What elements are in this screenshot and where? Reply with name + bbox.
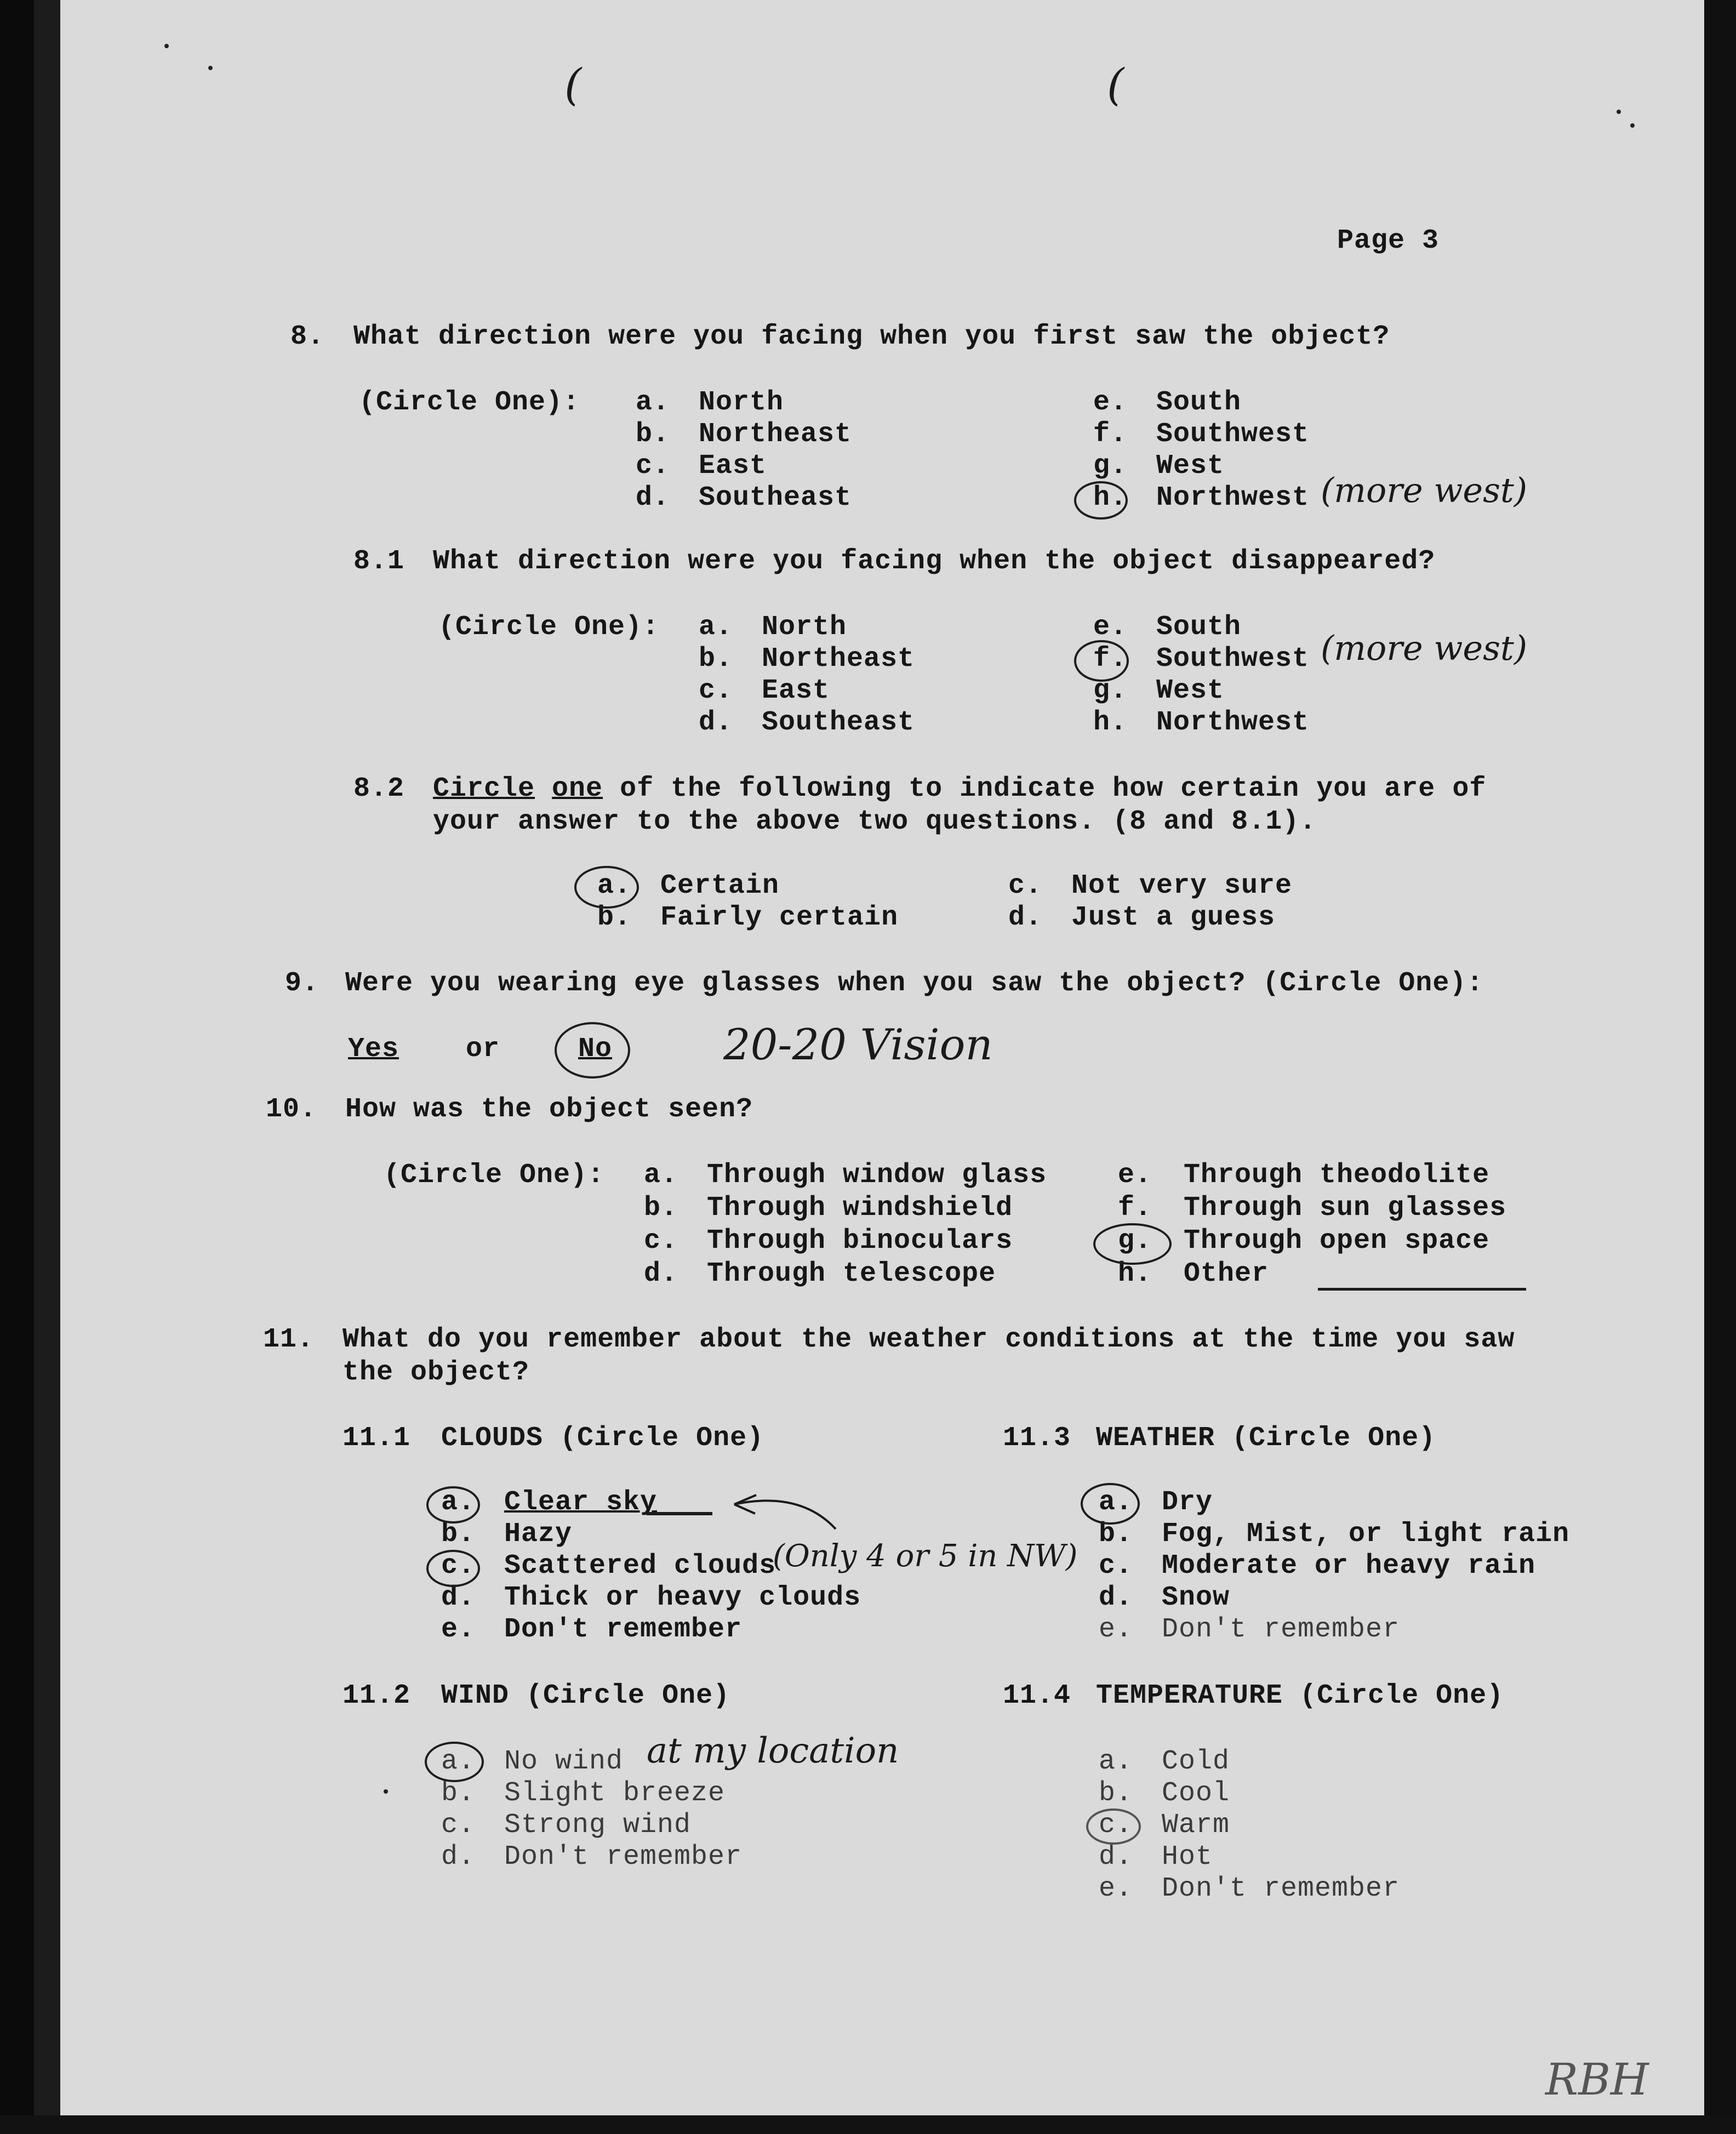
q10-number: 10. (266, 1094, 317, 1125)
q8-2-number: 8.2 (353, 773, 405, 804)
q8-option-text: Northeast (699, 419, 852, 450)
q8-1-option-text: Northwest (1156, 707, 1310, 738)
q8-2-option-text: Just a guess (1071, 902, 1276, 933)
q11-3-option-letter: c. (1099, 1550, 1133, 1582)
q11-3-option-letter: a. (1099, 1487, 1133, 1518)
q11-1-option-letter: e. (441, 1614, 476, 1645)
q11-1-title: CLOUDS (Circle One) (441, 1423, 764, 1454)
q8-2-option-text: Fairly certain (660, 902, 899, 933)
q10-option-letter: g. (1118, 1225, 1152, 1257)
q8-1-instruction: (Circle One): (438, 612, 660, 643)
q8-1-option-letter: h. (1093, 707, 1128, 738)
q11-1-option-text: Clear sky (504, 1487, 658, 1518)
q10-instruction: (Circle One): (384, 1160, 605, 1191)
q11-1-handwritten-note: (Only 4 or 5 in NW) (773, 1538, 1078, 1574)
q8-option-text: West (1156, 450, 1225, 482)
q11-1-option-letter: b. (441, 1519, 476, 1550)
q11-4-title: TEMPERATURE (Circle One) (1096, 1680, 1504, 1711)
q8-1-question: What direction were you facing when the object disappeared? (433, 546, 1436, 577)
q11-2-number: 11.2 (342, 1680, 411, 1711)
q8-option-text: Northwest (1156, 482, 1310, 513)
q8-1-option-text: Northeast (762, 643, 915, 675)
q10-option-text: Through binoculars (707, 1225, 1013, 1257)
q8-1-option-letter: f. (1093, 643, 1128, 675)
q11-2-option-text: Strong wind (504, 1810, 692, 1841)
q11-4-number: 11.4 (1003, 1680, 1071, 1711)
q8-1-number: 8.1 (353, 546, 405, 577)
q11-4-option-text: Don't remember (1162, 1873, 1400, 1904)
q11-2-handwritten-note: at my location (647, 1731, 899, 1771)
q8-1-option-letter: d. (699, 707, 733, 738)
q8-1-option-letter: e. (1093, 612, 1128, 643)
q9-or: or (466, 1034, 500, 1065)
page-number: Page 3 (1337, 225, 1440, 256)
q11-2-option-letter: a. (441, 1746, 476, 1777)
q10-option-letter: a. (644, 1160, 678, 1191)
q9-question: Were you wearing eye glasses when you saw the object? (Circle One): (345, 968, 1484, 999)
q11-2-option-text: Don't remember (504, 1841, 743, 1873)
q8-2-option-letter: c. (1008, 870, 1043, 901)
scan-mark-paren-left: ( (564, 59, 582, 110)
q8-1-option-letter: c. (699, 675, 733, 706)
q8-1-option-text: South (1156, 612, 1242, 643)
q8-1-option-text: Southeast (762, 707, 915, 738)
q8-option-letter: d. (636, 482, 670, 513)
q11-1-option-text: Hazy (504, 1519, 573, 1550)
q10-option-text: Through windshield (707, 1192, 1013, 1224)
q11-1-option-letter: a. (441, 1487, 476, 1518)
q8-option-text: East (699, 450, 767, 482)
q8-option-letter: c. (636, 450, 670, 482)
q8-1-option-letter: g. (1093, 675, 1128, 706)
q11-3-option-letter: e. (1099, 1614, 1133, 1645)
q11-4-option-text: Warm (1162, 1810, 1230, 1841)
q8-2-question-rest: of the following to indicate how certain you are of (620, 773, 1487, 804)
q8-2-option-letter: b. (597, 902, 632, 933)
q8-1-option-text: Southwest (1156, 643, 1310, 675)
q8-2-option-text: Certain (660, 870, 780, 901)
q8-2-option-letter: d. (1008, 902, 1043, 933)
q11-3-option-text: Dry (1162, 1487, 1213, 1518)
q11-2-option-text: Slight breeze (504, 1778, 726, 1809)
q10-option-letter: f. (1118, 1192, 1152, 1224)
q10-question: How was the object seen? (345, 1094, 753, 1125)
q11-4-option-letter: c. (1099, 1810, 1133, 1841)
q11-number: 11. (263, 1324, 315, 1355)
q10-option-text: Through sun glasses (1184, 1192, 1507, 1224)
q8-option-text: North (699, 387, 784, 418)
q11-3-number: 11.3 (1003, 1423, 1071, 1454)
q11-4-option-letter: e. (1099, 1873, 1133, 1904)
q8-2-word-circle: Circle (433, 773, 535, 804)
q8-option-letter: a. (636, 387, 670, 418)
q9-yes: Yes (348, 1034, 399, 1065)
q9-number: 9. (285, 968, 319, 999)
q10-option-letter: e. (1118, 1160, 1152, 1191)
q8-option-text: Southeast (699, 482, 852, 513)
q8-handwritten-note: (more west) (1321, 470, 1528, 510)
q10-option-text: Through telescope (707, 1258, 996, 1289)
q8-1-option-letter: a. (699, 612, 733, 643)
q8-2-option-letter: a. (597, 870, 632, 901)
q11-1-option-letter: c. (441, 1550, 476, 1582)
q11-1-option-text: Don't remember (504, 1614, 743, 1645)
q11-4-option-letter: b. (1099, 1778, 1133, 1809)
q10-option-text: Through window glass (707, 1160, 1047, 1191)
q8-option-text: Southwest (1156, 419, 1310, 450)
q11-4-option-text: Cool (1162, 1778, 1230, 1809)
q11-4-option-text: Cold (1162, 1746, 1230, 1777)
q11-3-option-letter: b. (1099, 1519, 1133, 1550)
q11-1-option-letter: d. (441, 1582, 476, 1613)
q10-option-text: Through open space (1184, 1225, 1490, 1257)
q11-3-option-letter: d. (1099, 1582, 1133, 1613)
q11-4-option-letter: a. (1099, 1746, 1133, 1777)
q10-option-letter: h. (1118, 1258, 1152, 1289)
q10-option-letter: b. (644, 1192, 678, 1224)
q8-option-letter: g. (1093, 450, 1128, 482)
q11-3-title: WEATHER (Circle One) (1096, 1423, 1436, 1454)
q11-question-line2: the object? (342, 1357, 530, 1388)
q8-option-letter: b. (636, 419, 670, 450)
q8-1-handwritten-note: (more west) (1321, 628, 1528, 668)
q8-option-letter: f. (1093, 419, 1128, 450)
q9-no: No (578, 1034, 613, 1065)
q8-option-letter: e. (1093, 387, 1128, 418)
q8-2-word-one: one (552, 773, 603, 804)
q8-option-text: South (1156, 387, 1242, 418)
q10-option-letter: c. (644, 1225, 678, 1257)
q8-question: What direction were you facing when you first saw the object? (353, 321, 1390, 352)
q8-instruction: (Circle One): (359, 387, 580, 418)
q10-option-letter: d. (644, 1258, 678, 1289)
q8-2-question-line2: your answer to the above two questions. (8 and 8.1). (433, 806, 1317, 837)
q11-3-option-text: Fog, Mist, or light rain (1162, 1519, 1570, 1550)
q11-2-option-letter: c. (441, 1810, 476, 1841)
q11-2-option-letter: b. (441, 1778, 476, 1809)
q8-1-option-text: North (762, 612, 847, 643)
q11-question-line1: What do you remember about the weather conditions at the time you saw (342, 1324, 1515, 1355)
q8-2-option-text: Not very sure (1071, 870, 1293, 901)
q11-3-option-text: Don't remember (1162, 1614, 1400, 1645)
scan-mark-paren-right: ( (1107, 59, 1124, 110)
q10-option-text: Through theodolite (1184, 1160, 1490, 1191)
q11-4-option-letter: d. (1099, 1841, 1133, 1873)
q8-1-option-text: East (762, 675, 830, 706)
q8-number: 8. (290, 321, 325, 352)
q11-2-option-letter: d. (441, 1841, 476, 1873)
q11-1-option-text: Scattered clouds (504, 1550, 776, 1582)
q11-2-title: WIND (Circle One) (441, 1680, 730, 1711)
q10-option-text: Other (1184, 1258, 1269, 1289)
q11-2-option-text: No wind (504, 1746, 624, 1777)
q11-1-number: 11.1 (342, 1423, 411, 1454)
q9-handwritten-note: 20-20 Vision (723, 1020, 993, 1070)
q11-4-option-text: Hot (1162, 1841, 1213, 1873)
q11-3-option-text: Moderate or heavy rain (1162, 1550, 1536, 1582)
q8-1-option-letter: b. (699, 643, 733, 675)
q8-1-option-text: West (1156, 675, 1225, 706)
q8-option-letter: h. (1093, 482, 1128, 513)
q11-3-option-text: Snow (1162, 1582, 1230, 1613)
q11-1-option-text: Thick or heavy clouds (504, 1582, 861, 1613)
handwritten-initials: RBH (1545, 2054, 1649, 2105)
